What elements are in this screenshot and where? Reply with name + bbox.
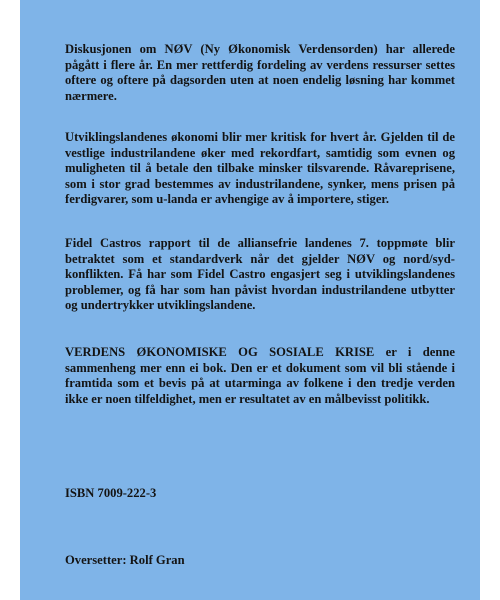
translator-credit: Oversetter: Rolf Gran <box>65 553 185 567</box>
isbn-number: ISBN 7009-222-3 <box>65 486 157 500</box>
blurb-paragraph-1: Diskusjonen om NØV (Ny Økonomisk Verdensorden) har allerede pågått i flere år. En mer rettferdig fordeling av verdens ressurser settes oftere og oftere på dagsorden uten at noen endelig løsning har kommet nærmere. <box>65 42 455 103</box>
back-cover <box>20 0 480 600</box>
blurb-paragraph-3: Fidel Castros rapport til de alliansefrie landenes 7. toppmøte blir betraktet som et standardverk når det gjelder NØV og nord/syd-konflikten. Få har som Fidel Castro engasjert seg i utviklingslandenes problemer, og få har som han påvist hvordan industrilandene utbytter og undertrykker utviklingslandene. <box>65 236 455 312</box>
blurb-paragraph-2: Utviklingslandenes økonomi blir mer kritisk for hvert år. Gjelden til de vestlige industrilandene øker med rekordfart, samtidig som evnen og muligheten til å betale den tilbake minsker tilsvarende. Råvareprisene, som i stor grad bestemmes av industrilandene, synker, mens prisen på ferdigvarer, som u-landa er avhengige av å importere, stiger. <box>65 130 455 206</box>
blurb-paragraph-4: VERDENS ØKONOMISKE OG SOSIALE KRISE er i denne sammenheng mer enn ei bok. Den er et dokument som vil bli stående i framtida som et bevis på at utarminga av folkene i den tredje verden ikke er noen tilfeldighet, men er resultatet av en målbevisst politikk. <box>65 345 455 406</box>
